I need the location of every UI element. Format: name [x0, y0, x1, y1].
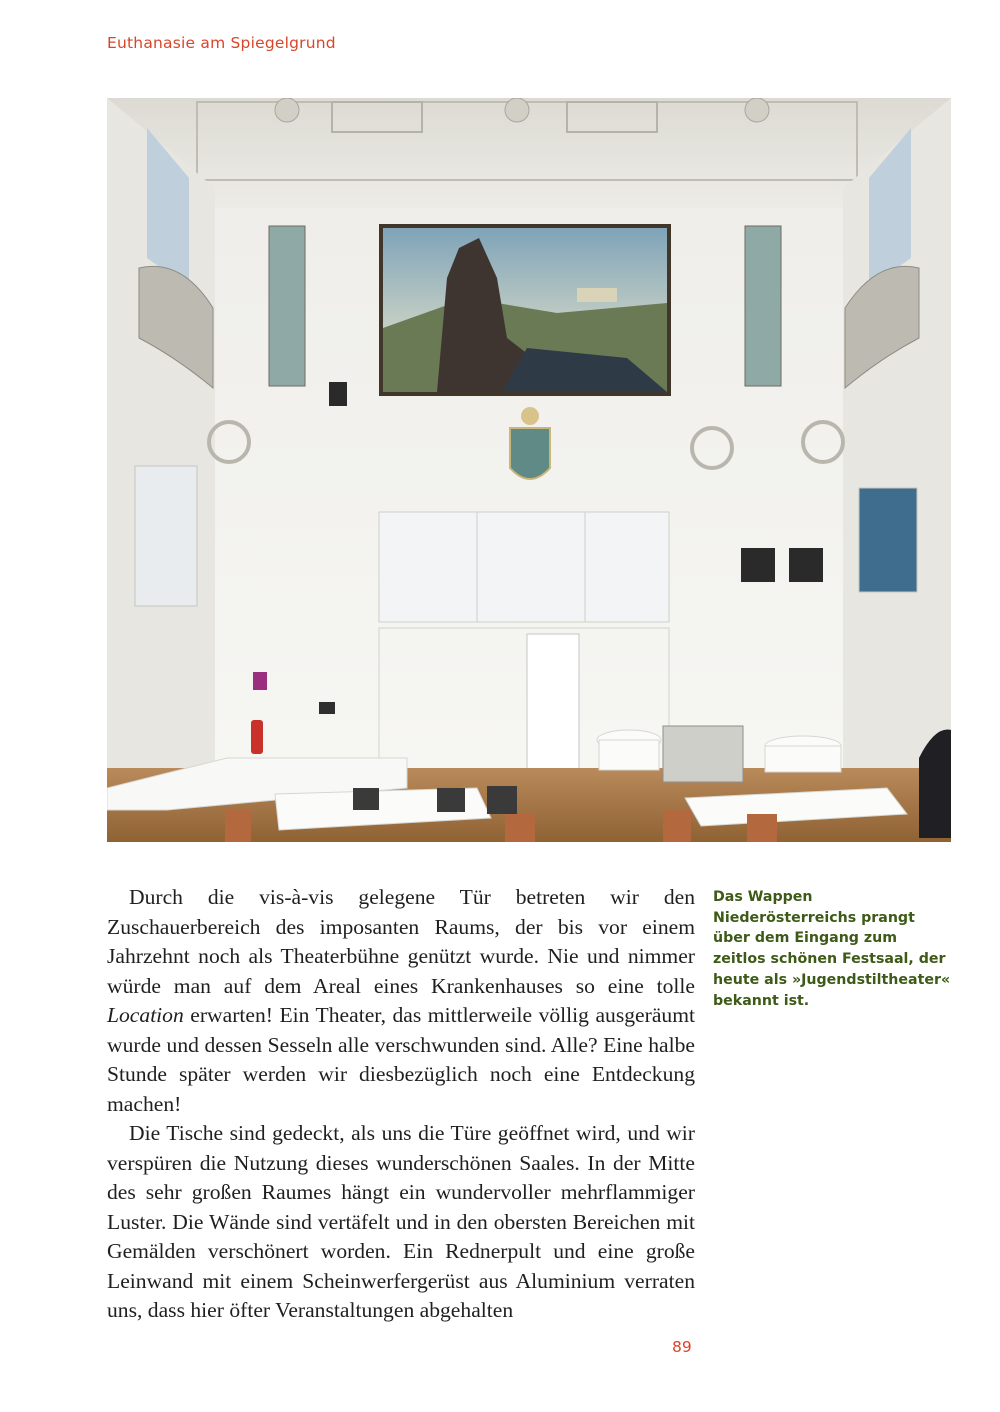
page-number: 89 — [672, 1338, 692, 1356]
body-text — [107, 883, 695, 1326]
photo-caption: Das Wappen Niederösterreichs prangt über dem Eingang zum zeitlos schönen Festsaal, der heute als »Jugendstiltheater« bekannt ist. — [713, 889, 951, 1009]
location-emphasis: Location — [107, 1003, 184, 1027]
paragraph-1-text-b: erwarten! Ein Theater, das mittlerweile völlig ausgeräumt wurde und dessen Sesseln alle verschwunden sind. Alle? Eine halbe Stunde später werden wir diesbezüglich noch eine Entdeckung machen! — [107, 1003, 695, 1116]
paragraph-1 — [107, 883, 695, 1119]
paragraph-2: Die Tische sind gedeckt, als uns die Türe geöffnet wird, und wir verspüren die Nutzung dieses wunderschönen Saales. In der Mitte des sehr großen Raumes hängt ein wundervoller mehrflammiger Luster. Die Wände sind vertäfelt und in den obersten Bereichen mit Gemälden verschönert worden. Ein Rednerpult und eine große Leinwand mit einem Scheinwerfergerüst aus Aluminium verraten uns, dass hier öfter Veranstaltungen abgehalten — [107, 1121, 695, 1322]
festsaal-photo — [107, 98, 951, 842]
running-header: Euthanasie am Spiegelgrund — [107, 34, 336, 52]
paragraph-1-text-a: Durch die vis-à-vis gelegene Tür betreten wir den Zuschauerbereich des imposanten Raums, der bis vor einem Jahrzehnt noch als Theaterbühne genützt wurde. Nie und nimmer würde man auf dem Areal eines Krankenhauses so eine tolle — [107, 885, 695, 998]
